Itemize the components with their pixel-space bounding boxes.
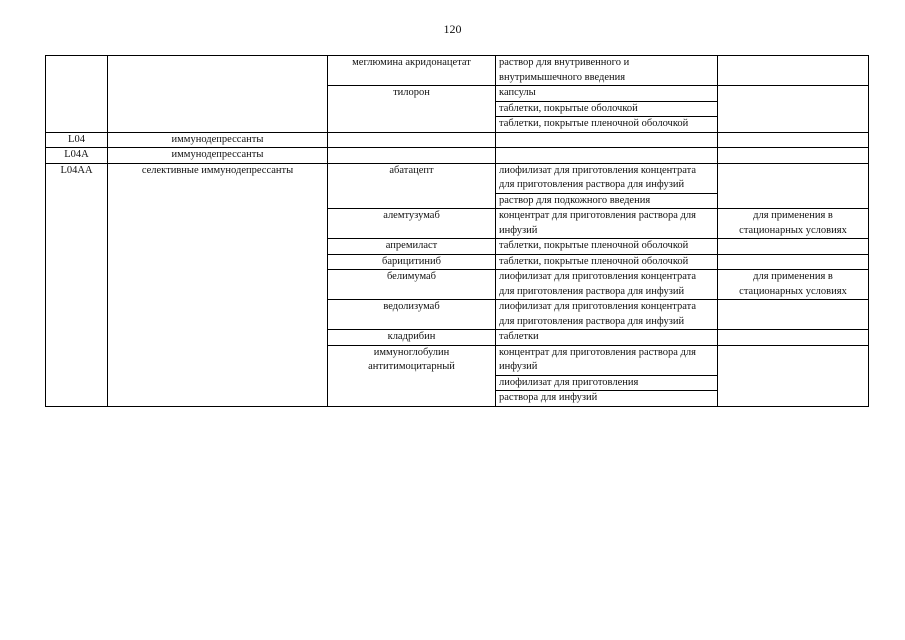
group-name-cell: иммунодепрессанты xyxy=(108,132,328,148)
note-cell xyxy=(718,148,869,164)
note-cell: для применения в стационарных условиях xyxy=(718,209,869,239)
substance-cell: ведолизумаб xyxy=(328,300,496,330)
substance-cell: иммуноглобулин антитимоцитарный xyxy=(328,345,496,406)
substance-cell xyxy=(328,148,496,164)
note-cell xyxy=(718,345,869,406)
table-row xyxy=(46,56,869,86)
note-cell xyxy=(718,163,869,209)
table-row xyxy=(46,148,869,164)
atc-code-cell xyxy=(46,56,108,133)
dosage-form-cell: концентрат для приготовления раствора для инфузий xyxy=(496,209,718,239)
dosage-form-cell: концентрат для приготовления раствора для инфузий xyxy=(496,345,718,375)
dosage-form-cell: таблетки xyxy=(496,330,718,346)
dosage-form-cell: лиофилизат для приготовления xyxy=(496,375,718,391)
substance-cell: белимумаб xyxy=(328,270,496,300)
note-cell xyxy=(718,239,869,255)
note-cell xyxy=(718,132,869,148)
dosage-form-cell: раствор для внутривенного и внутримышечного введения xyxy=(496,56,718,86)
dosage-form-cell: лиофилизат для приготовления концентрата для приготовления раствора для инфузий xyxy=(496,270,718,300)
note-cell: для применения в стационарных условиях xyxy=(718,270,869,300)
substance-cell: алемтузумаб xyxy=(328,209,496,239)
group-name-cell: селективные иммунодепрессанты xyxy=(108,163,328,406)
dosage-form-cell: таблетки, покрытые оболочкой xyxy=(496,101,718,117)
substance-cell: апремиласт xyxy=(328,239,496,255)
note-cell xyxy=(718,56,869,86)
substance-cell: кладрибин xyxy=(328,330,496,346)
dosage-form-cell xyxy=(496,148,718,164)
dosage-form-cell: таблетки, покрытые пленочной оболочкой xyxy=(496,254,718,270)
dosage-form-cell: лиофилизат для приготовления концентрата для приготовления раствора для инфузий xyxy=(496,163,718,193)
dosage-form-cell: таблетки, покрытые пленочной оболочкой xyxy=(496,117,718,133)
dosage-form-cell xyxy=(496,132,718,148)
page-number: 120 xyxy=(443,22,462,36)
dosage-form-cell: раствор для подкожного введения xyxy=(496,193,718,209)
atc-code-cell: L04AA xyxy=(46,163,108,406)
table-row xyxy=(46,132,869,148)
note-cell xyxy=(718,300,869,330)
drug-list-table xyxy=(45,55,869,407)
group-name-cell: иммунодепрессанты xyxy=(108,148,328,164)
atc-code-cell: L04A xyxy=(46,148,108,164)
substance-cell: меглюмина акридонацетат xyxy=(328,56,496,86)
table-row xyxy=(46,163,869,193)
note-cell xyxy=(718,254,869,270)
note-cell xyxy=(718,330,869,346)
note-cell xyxy=(718,86,869,133)
dosage-form-cell: раствора для инфузий xyxy=(496,391,718,407)
substance-cell xyxy=(328,132,496,148)
group-name-cell xyxy=(108,56,328,133)
substance-cell: абатацепт xyxy=(328,163,496,209)
substance-cell: тилорон xyxy=(328,86,496,133)
dosage-form-cell: капсулы xyxy=(496,86,718,102)
atc-code-cell: L04 xyxy=(46,132,108,148)
substance-cell: барицитиниб xyxy=(328,254,496,270)
dosage-form-cell: лиофилизат для приготовления концентрата для приготовления раствора для инфузий xyxy=(496,300,718,330)
dosage-form-cell: таблетки, покрытые пленочной оболочкой xyxy=(496,239,718,255)
